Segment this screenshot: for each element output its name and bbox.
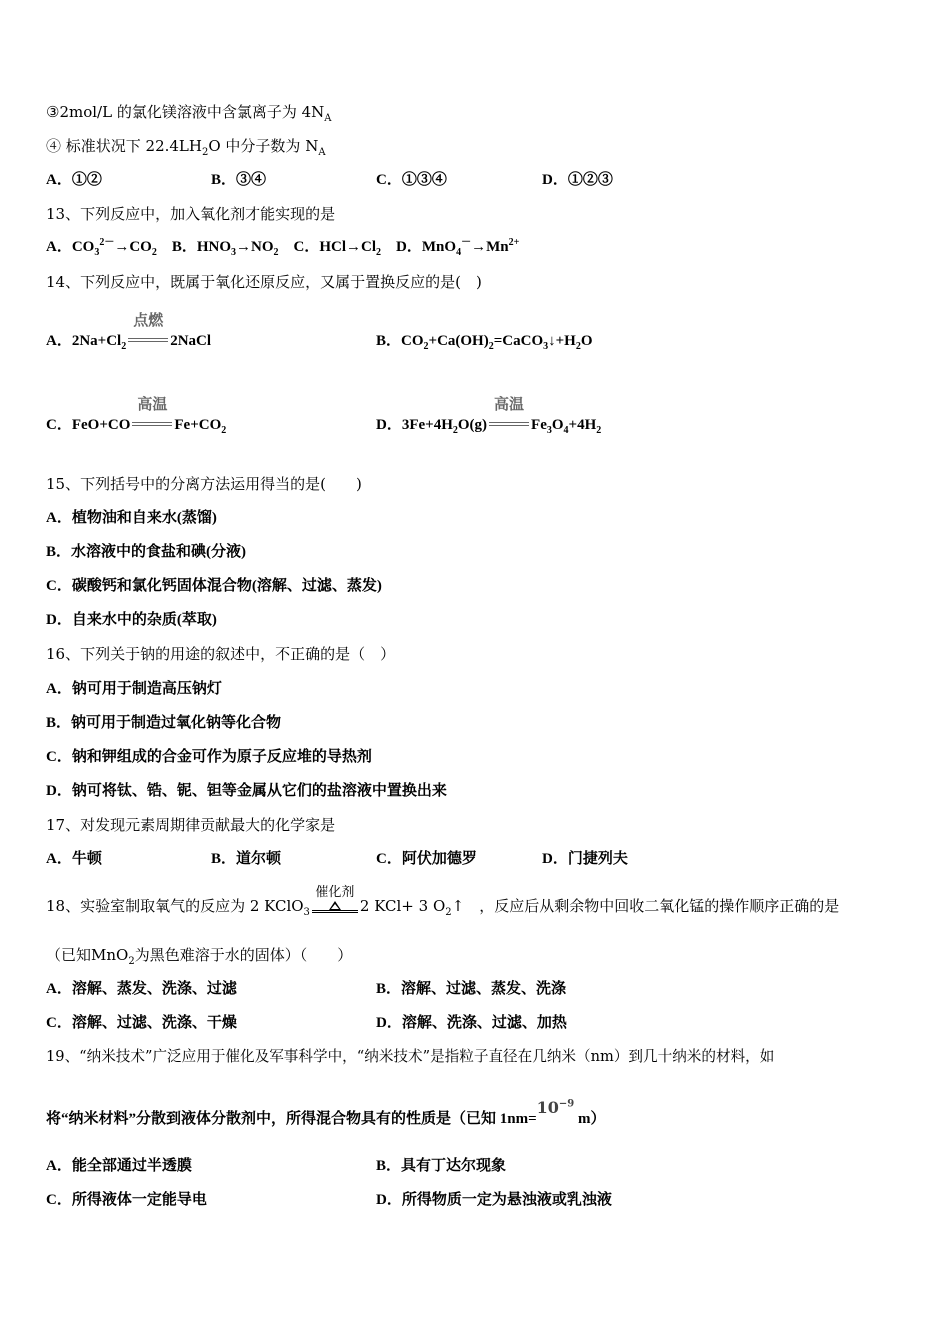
q19-option-d[interactable]: D．所得物质一定为悬浊液或乳浊液 xyxy=(376,1192,612,1208)
q15-option-a[interactable]: A．植物油和自来水(蒸馏) xyxy=(46,510,217,526)
q17-option-b[interactable]: B．道尔顿 xyxy=(211,851,282,867)
q15-option-d[interactable]: D．自来水中的杂质(萃取) xyxy=(46,612,217,628)
q18-option-b[interactable]: B．溶解、过滤、蒸发、洗涤 xyxy=(376,981,567,997)
burn-arrow: 点燃 xyxy=(128,332,168,352)
option-d[interactable]: D．①②③ xyxy=(542,172,613,188)
q14-option-a[interactable]: A．$2Na+Cl_2$ 点燃 2NaCl xyxy=(46,310,212,352)
q13-options[interactable]: A．$CO_3^{2-}\to CO_2$ B．$HNO_3\to NO_2$ C．$HCl\to Cl_2$ D．$MnO_4^-\to Mn^{2+}$ xyxy=(46,237,520,258)
q18-stem-line2: （已知MnO$_2$为黑色难溶于水的固体）（ ） xyxy=(46,946,353,967)
q17-option-a[interactable]: A．牛顿 xyxy=(46,851,102,867)
q13-stem: 13、下列反应中，加入氧化剂才能实现的是 xyxy=(46,205,336,223)
item-4: ④ 标准状况下 $22.4LH_2O$ 中分子数为 $N_A$ xyxy=(46,137,326,158)
q16-option-a[interactable]: A．钠可用于制造高压钠灯 xyxy=(46,681,222,697)
q14-option-c[interactable]: C．FeO+CO 高温 $Fe+CO_2$ xyxy=(46,394,227,436)
option-c[interactable]: C．①③④ xyxy=(376,172,447,188)
q19-option-a[interactable]: A．能全部通过半透膜 xyxy=(46,1158,192,1174)
catalyst-arrow: 催化剂 xyxy=(312,897,358,917)
q18-option-c[interactable]: C．溶解、过滤、洗涤、干燥 xyxy=(46,1015,237,1031)
q14-stem: 14、下列反应中，既属于氧化还原反应，又属于置换反应的是( ) xyxy=(46,273,482,291)
q17-stem: 17、对发现元素周期律贡献最大的化学家是 xyxy=(46,816,336,834)
q18-option-d[interactable]: D．溶解、洗涤、过滤、加热 xyxy=(376,1015,567,1031)
option-a[interactable]: A．①② xyxy=(46,172,102,188)
heat-arrow: 高温 xyxy=(132,416,172,436)
heat-arrow: 高温 xyxy=(489,416,529,436)
q16-option-d[interactable]: D．钠可将钛、锆、铌、钽等金属从它们的盐溶液中置换出来 xyxy=(46,783,447,799)
q15-option-c[interactable]: C．碳酸钙和氯化钙固体混合物(溶解、过滤、蒸发) xyxy=(46,578,382,594)
q17-option-d[interactable]: D．门捷列夫 xyxy=(542,851,628,867)
q17-option-c[interactable]: C．阿伏加德罗 xyxy=(376,851,477,867)
q19-stem: 19、“纳米技术”广泛应用于催化及军事科学中，“纳米技术”是指粒子直径在几纳米（nm）到几十纳米的材料，如 xyxy=(46,1048,775,1065)
q16-option-b[interactable]: B．钠可用于制造过氧化钠等化合物 xyxy=(46,715,282,731)
q15-stem: 15、下列括号中的分离方法运用得当的是( ) xyxy=(46,475,362,493)
q19-option-b[interactable]: B．具有丁达尔现象 xyxy=(376,1158,507,1174)
q14-option-d[interactable]: D．$3Fe+4H_2O(g)$ 高温 $Fe_3O_4+4H_2$ xyxy=(376,394,602,436)
q18-option-a[interactable]: A．溶解、蒸发、洗涤、过滤 xyxy=(46,981,237,997)
q18-stem: 18、实验室制取氧气的反应为 2 KClO$_3$ 催化剂 2 KCl+ 3 $O_2↑$ ，反应后从剩余物中回收二氧化锰的操作顺序正确的是 xyxy=(46,885,840,918)
q16-option-c[interactable]: C．钠和钾组成的合金可作为原子反应堆的导热剂 xyxy=(46,749,372,765)
item-3: ③2mol/L 的氯化镁溶液中含氯离子为 $4N_A$ xyxy=(46,103,332,124)
option-b[interactable]: B．③④ xyxy=(211,172,267,188)
exponent-value: $10^{-9}$ xyxy=(536,1098,575,1117)
q15-option-b[interactable]: B．水溶液中的食盐和碘(分液) xyxy=(46,544,246,560)
q14-option-b[interactable]: B．$CO_2+Ca(OH)_2=CaCO_3↓+H_2O$ xyxy=(376,333,593,352)
q19-option-c[interactable]: C．所得液体一定能导电 xyxy=(46,1192,207,1208)
q16-stem: 16、下列关于钠的用途的叙述中，不正确的是（ ） xyxy=(46,645,396,663)
q19-stem-line2: 将“纳米材料”分散到液体分散剂中，所得混合物具有的性质是（已知 $1nm=10^{-9}$ m） xyxy=(46,1098,606,1127)
